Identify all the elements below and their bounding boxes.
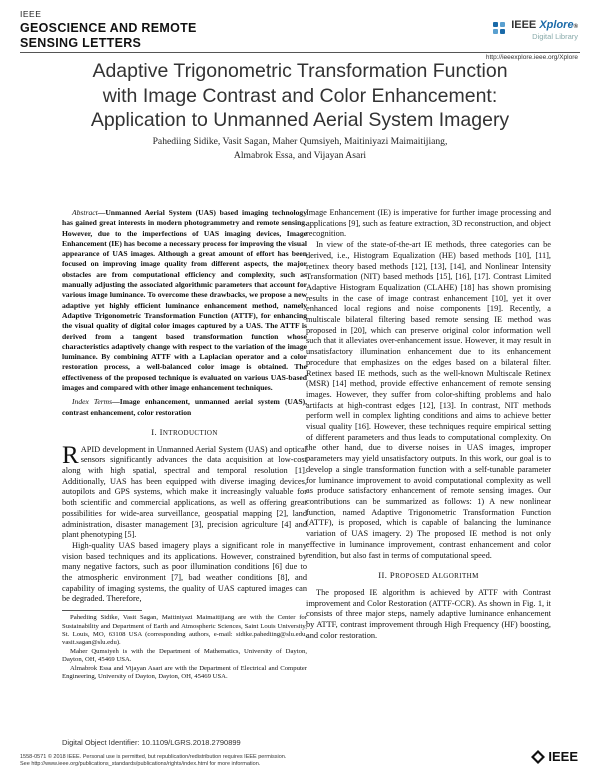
- footnote-divider: [62, 610, 142, 611]
- footnote-affiliation-1: Pahediing Sidike, Vasit Sagan, Maitiniyazi Maimaitijiang are with the Center for Sustainability and Department of Earth and Atmospheric Sciences, Saint Louis University, St. Louis, MO, 63108 USA (corresponding authors, e-mail: sidike.pahediing@slu.edu, vasit.sagan@slu.edu).: [62, 614, 307, 647]
- section2-numeral: II.: [378, 570, 388, 581]
- authors-line2: Almabrok Essa, and Vijayan Asari: [233, 150, 367, 161]
- journal-name-line2: SENSING LETTERS: [20, 36, 142, 50]
- authors-line1: Pahediing Sidike, Vasit Sagan, Maher Qumsiyeh, Maitiniyazi Maimaitijiang,: [152, 136, 448, 147]
- header-divider: [20, 52, 580, 53]
- ieee-logo: [531, 749, 578, 764]
- intro-paragraph-1: [62, 441, 307, 541]
- copyright-line1: 1558-0571 © 2018 IEEE. Personal use is permitted, but republication/redistribution requires IEEE permission.: [20, 754, 287, 760]
- section2-initial: P: [389, 570, 396, 581]
- footnote-affiliation-3: Almabrok Essa and Vijayan Asari are with the Department of Electrical and Computer Engineering, University of Dayton, Dayton, OH, 45469 USA.: [62, 664, 307, 681]
- section-heading-proposed-algorithm: [306, 570, 551, 582]
- author-list: [60, 135, 540, 163]
- index-terms: [62, 397, 307, 418]
- xplore-url-link[interactable]: http://ieeexplore.ieee.org/Xplore: [485, 54, 578, 61]
- xplore-grid-icon: [493, 22, 507, 36]
- journal-name: [20, 21, 380, 51]
- index-terms-text: —Image enhancement, unmanned aerial system (UAS), contrast enhancement, color restoration: [62, 397, 308, 417]
- drop-cap: R: [62, 441, 79, 469]
- abstract-label: Abstract: [72, 208, 98, 217]
- intro-paragraph-2: High-quality UAS based imagery plays a significant role in many vision based techniques and its applications. However, constrained by many negative factors, such as poor illumination conditions [6] due to the atmospheric environment [7], bad weather conditions [8], and capability of imaging systems, the quality of UAS captured images can be degraded. Therefore,: [62, 540, 307, 604]
- section1-numeral: I.: [151, 426, 158, 437]
- paper-title: [30, 59, 570, 133]
- doi-line[interactable]: Digital Object Identifier: 10.1109/LGRS.2018.2790899: [62, 738, 241, 747]
- title-line1: Adaptive Trigonometric Transformation Function: [92, 60, 508, 82]
- abstract-text: —Unmanned Aerial System (UAS) based imaging technology has gained great interests in modern photogrammetry and remote sensing. However, due to the imperfections of UAS imaging devices, Image Enhancement (IE) has become a necessary process for improving the visual appearance of UAS images. Although a great amount of effort has been focused on improving image quality from different aspects, the major obstacles are from computational efficiency and complexity, such as manually adjusting the associated algorithmic parameters that account for various image luminance. To overcome these drawbacks, we propose a new adaptive yet highly efficient luminance enhancement method, namely Adaptive Trigonometric Transformation Function (ATTF), for enhancing the visual quality of digital color images captured by a UAS. The ATTF is derived from a tangent based transformation function whose characteristics adaptively change with respect to the variation of the image luminance. By combining ATTF with a Laplacian operator and a color restoration process, a well-balanced color image is obtained. The effectiveness of the proposed technique is evaluated on various UAS-based images and compared with other image enhancement techniques.: [62, 208, 307, 393]
- section-heading-introduction: [62, 427, 307, 439]
- section1-title-rest: NTRODUCTION: [162, 428, 218, 437]
- xplore-subtitle: Digital Library: [532, 32, 578, 41]
- copyright-line2: See http://www.ieee.org/publications_standards/publications/rights/index.html for more information.: [20, 761, 261, 767]
- left-column: [62, 208, 307, 681]
- right-column: [306, 208, 551, 641]
- section2-initial2: A: [431, 570, 439, 581]
- footnote-affiliation-2: Maher Qumsiyeh is with the Department of Mathematics, University of Dayton, Dayton, OH, 45469 USA.: [62, 647, 307, 664]
- copyright-notice: [20, 754, 440, 768]
- title-line3: Application to Unmanned Aerial System Imagery: [90, 109, 510, 131]
- publisher-label: IEEE: [20, 9, 42, 19]
- algorithm-paragraph-1: The proposed IE algorithm is achieved by ATTF with Contrast improvement and Color Restoration (ATTF-CCR). As shown in Fig. 1, it consists of three major steps, namely adaptive luminance enhancement by ATTF, contrast improvement through High Frequency (HF) boosting, and color restoration.: [306, 587, 551, 640]
- xplore-word: Xplore: [539, 19, 574, 31]
- abstract: [62, 208, 307, 393]
- ieee-xplore-logo[interactable]: IEEE Xplore® Digital Library: [493, 21, 578, 41]
- journal-name-line1: GEOSCIENCE AND REMOTE: [20, 21, 197, 35]
- section2-title-rest2: LGORITHM: [438, 572, 479, 581]
- index-terms-label: Index Terms: [72, 397, 113, 407]
- xplore-ieee: IEEE: [511, 19, 537, 31]
- section1-initial: I: [159, 426, 163, 437]
- section2-title-rest: ROPOSED: [395, 572, 432, 581]
- intro-paragraph-4: In view of the state-of-the-art IE methods, three categories can be derived, i.e., Histogram Equalization (HE) based methods [10], [11], retinex theory based methods [12], [13], [14], and Nonlinear Intensity Transformation (NIT) based methods [15], [16], [17]. Contrast Limited Adaptive Histogram Equalization (CLAHE) [18] has shown promising results in the case of image contrast enhancement [10], yet it over enhanced local regions and noise components [19]. Recently, a multiscale bilateral filtering based remote sensing IE method was proposed in [20], which can preserve original color information well such that it alleviates over-enhancement issue. However, it may result in unsatisfactory illumination enhancement due to its enhancement procedure that emphasizes on the edges based on a bilateral filter. Retinex based IE methods, such as the well-known Multiscale Retinex (MSR) [14] method, provide effective enhancement of remote sensing images. However, they suffer from color-shifting problems and halo artifacts at high-contrast edges [12], [13]. In contrast, NIT methods perform well in complex lighting conditions and aims to achieve better visual quality [16]. However, these techniques require empirical setting of different parameters and thus leads to computational complexity. On the other hand, due to diverse noises in UAS images, improper parameters may yield unsatisfactory outputs. In this work, our goal is to develop a single transformation function with a self-tunable parameter for luminance improvement to avoid computational complexity as well as produce satisfactory enhancement of remote sensing images. Our contributions can be summarized as follows: 1) A new nonlinear function, named Adaptive Trigonometric Transformation Function (ATTF), is proposed, which is capable of balancing the luminance variation of UAS imagery. 2) The proposed IE method is not only effective in luminance improvement, contrast enhancement and color rendition, but also fast in terms of computational speed.: [306, 240, 551, 560]
- ieee-logo-text: IEEE: [548, 749, 578, 764]
- intro-paragraph-3: Image Enhancement (IE) is imperative for further image processing and applications [9], such as feature extraction, 3D reconstruction, and object recognition.: [306, 208, 551, 239]
- ieee-diamond-icon: [531, 750, 545, 764]
- intro-p1-text: APID development in Unmanned Aerial System (UAS) and optical sensors significantly advances the data acquisition at low-cost along with high spatial, spectral and temporal resolution [1]. Additionally, UAS has been equipped with diverse imaging devices, autopilots and GPS systems, which make it increasingly valuable for both scientific and commercial applications, as well as offering great possibilities for wide-area surveillance, geospatial mapping [2], land administration, disaster management [3], precision agriculture [4] and plant phenotyping [5].: [62, 444, 307, 540]
- title-line2: with Image Contrast and Color Enhancement:: [102, 84, 498, 107]
